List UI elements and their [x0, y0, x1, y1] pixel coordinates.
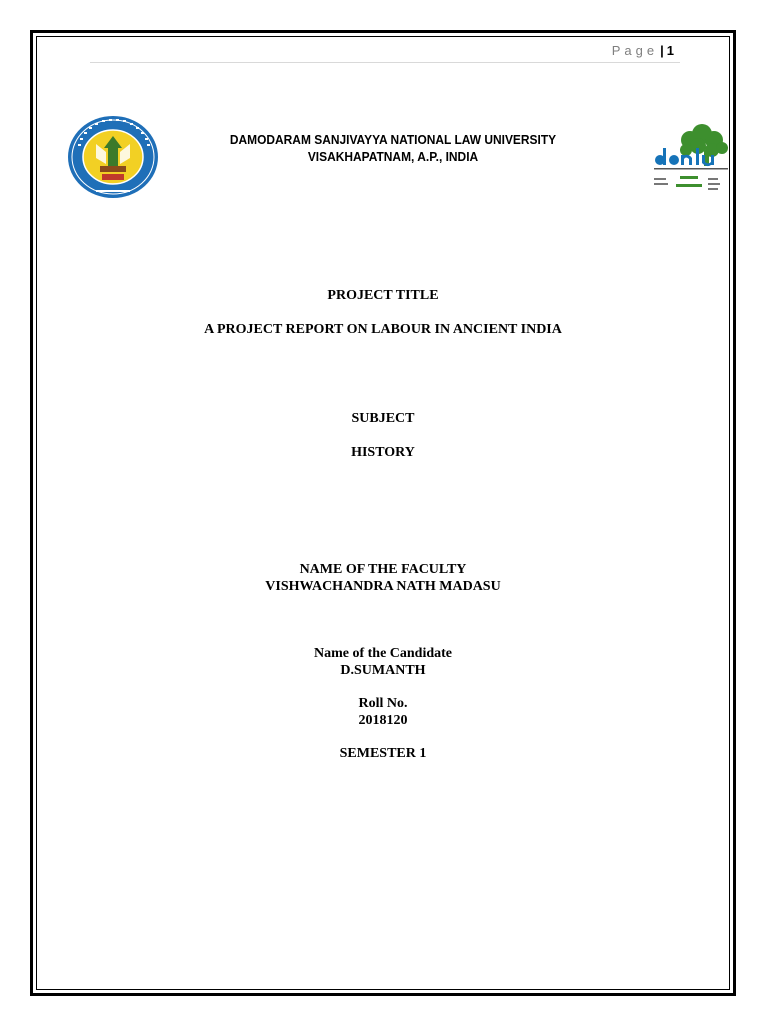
project-title-heading: PROJECT TITLE [327, 288, 439, 303]
roll-value: 2018120 [358, 713, 408, 728]
project-title: A PROJECT REPORT ON LABOUR IN ANCIENT INDIA [204, 322, 562, 337]
page-word: Page [611, 43, 659, 58]
university-location: VISAKHAPATNAM, A.P., INDIA [307, 149, 479, 164]
roll-heading: Roll No. [358, 696, 408, 711]
faculty-heading: NAME OF THE FACULTY [299, 562, 467, 577]
university-name: DAMODARAM SANJIVAYYA NATIONAL LAW UNIVERSITY [229, 132, 557, 147]
university-seal-logo [66, 114, 160, 200]
subject-value: HISTORY [351, 445, 415, 460]
semester: SEMESTER 1 [339, 746, 427, 761]
candidate-name: D.SUMANTH [340, 663, 426, 678]
dsnlu-logo [650, 120, 732, 200]
page-separator: | [660, 43, 664, 58]
page-header [90, 42, 680, 63]
faculty-name: VISHWACHANDRA NATH MADASU [265, 579, 501, 594]
page-number: 1 [666, 43, 674, 58]
university-heading [179, 131, 608, 165]
page-number-label [612, 43, 674, 58]
candidate-heading: Name of the Candidate [313, 646, 453, 661]
subject-heading: SUBJECT [351, 411, 415, 426]
